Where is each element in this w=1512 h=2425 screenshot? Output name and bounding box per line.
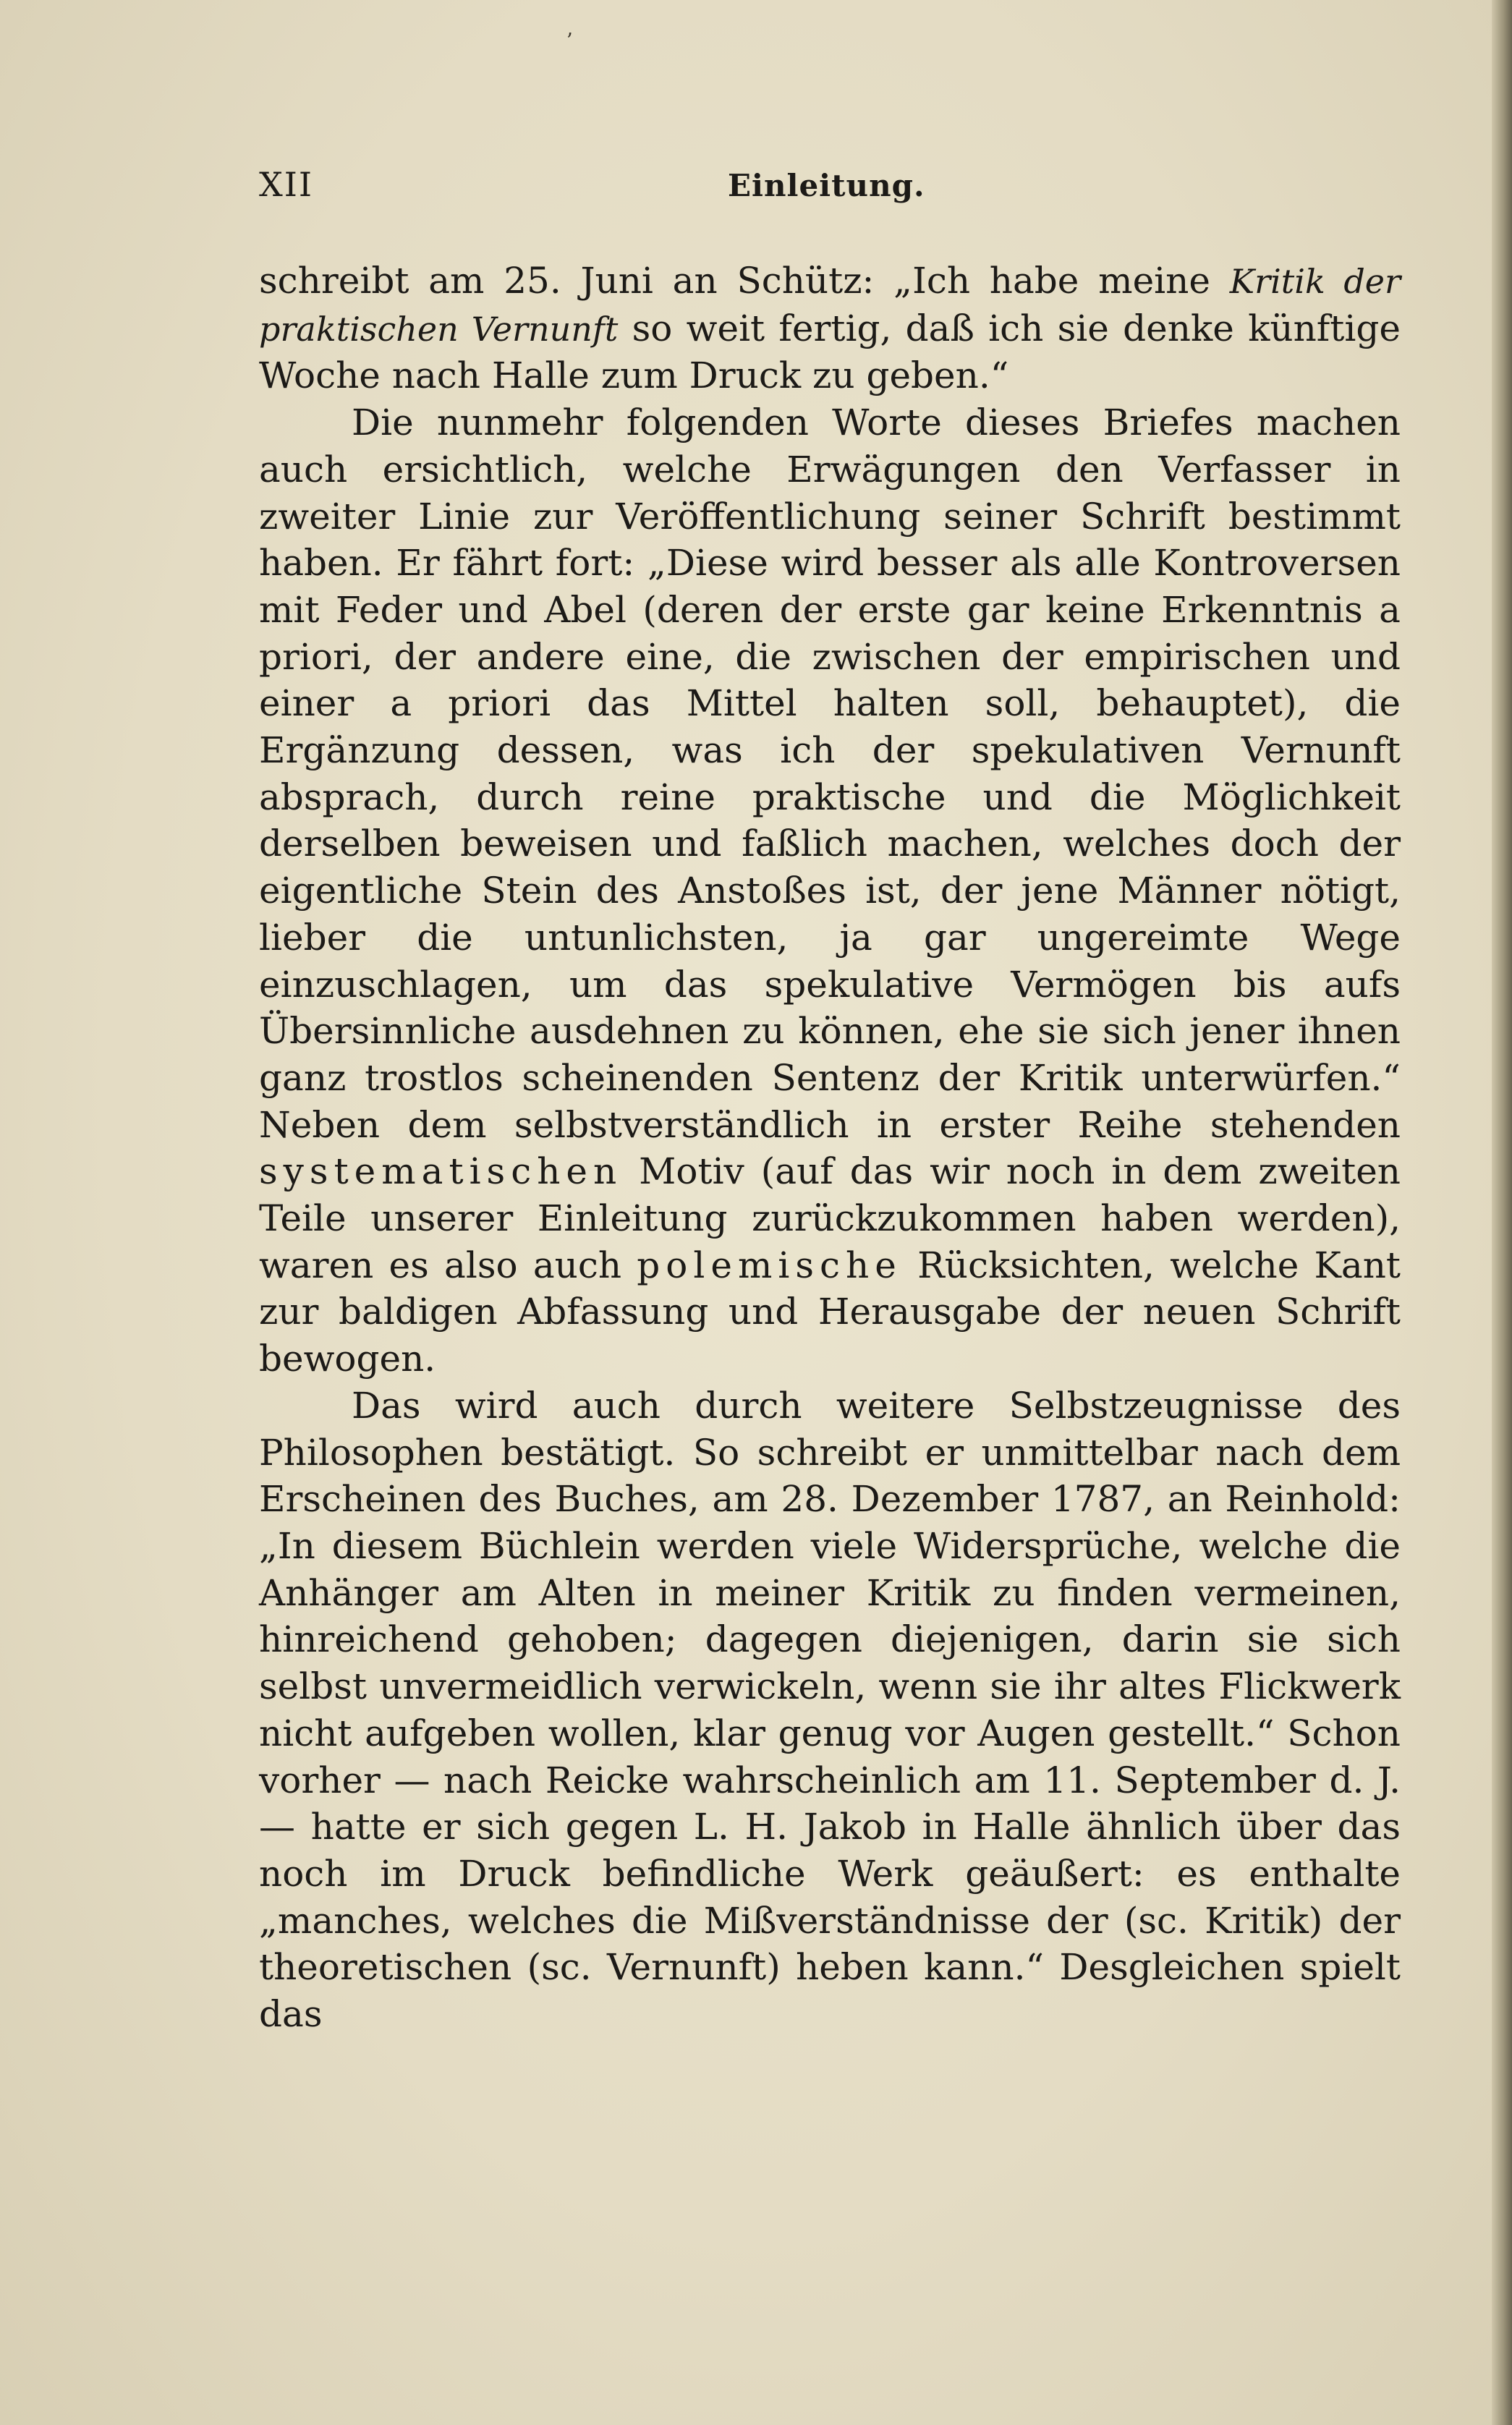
- page-header: [259, 165, 1401, 216]
- body-text: [259, 258, 1401, 2038]
- p1-text-1: schreibt am 25. Juni an Schütz: „Ich habe meine: [259, 260, 1230, 302]
- p2-text-1: Die nunmehr folgenden Worte dieses Briefes machen auch ersichtlich, welche Erwägungen den Verfasser in zweiter Linie zur Veröffentlichung seiner Schrift bestimmt haben. Er fährt fort: „Diese wird besser als alle Kontroversen mit Feder und Abel (deren der erste gar keine Erkenntnis a priori, der andere eine, die zwischen der empirischen und einer a priori das Mittel halten soll, behauptet), die Ergänzung dessen, was ich der spekulativen Vernunft absprach, durch reine praktische und die Möglichkeit derselben beweisen und faßlich machen, welches doch der eigentliche Stein des Anstoßes ist, der jene Männer nötigt, lieber die untunlichsten, ja gar ungereimte Wege einzuschlagen, um das spekulative Vermögen bis aufs Übersinnliche ausdehnen zu können, ehe sie sich jener ihnen ganz trostlos scheinenden Sentenz der Kritik unterwürfen.“ Neben dem selbstverständlich in erster Reihe stehenden: [259, 402, 1401, 1146]
- paragraph-3: [259, 1383, 1401, 2038]
- book-title-italic: Kritik der praktischen Vernunft: [259, 262, 1401, 349]
- page-edge-shadow: [1492, 0, 1512, 2425]
- page-number: XII: [259, 165, 314, 204]
- spaced-emphasis-systematischen: systematischen: [259, 1150, 623, 1193]
- p2-text-3: Rücksichten, welche Kant zur baldigen Abfassung und Herausgabe der neuen Schrift bewogen.: [259, 1244, 1401, 1380]
- p3-text-1: Das wird auch durch weitere Selbstzeugnisse des Philosophen bestätigt. So schreibt er unmittelbar nach dem Erscheinen des Buches, am 28. Dezember 1787, an Reinhold: „In diesem Büchlein werden viele Widersprüche, welche die Anhänger am Alten in meiner Kritik zu finden vermeinen, hinreichend gehoben; dagegen diejenigen, darin sie sich selbst unvermeidlich verwickeln, wenn sie ihr altes Flickwerk nicht aufgeben wollen, klar genug vor Augen gestellt.“ Schon vorher — nach Reicke wahrscheinlich am 11. September d. J. — hatte er sich gegen L. H. Jakob in Halle ähnlich über das noch im Druck befindliche Werk geäußert: es enthalte „manches, welches die Mißverständnisse der (sc. Kritik) der theoretischen (sc. Vernunft) heben kann.“ Desgleichen spielt das: [259, 1384, 1401, 2036]
- running-title: Einleitung.: [728, 168, 925, 203]
- paragraph-1: [259, 258, 1401, 399]
- p1-text-2: so weit fertig, daß ich sie denke künftige Woche nach Halle zum Druck zu geben.“: [259, 307, 1401, 397]
- spaced-emphasis-polemische: polemische: [637, 1244, 902, 1286]
- p2-text-2: Motiv (auf das wir noch in dem zweiten Teile unserer Einleitung zurückzukommen haben werden), waren es also auch: [259, 1150, 1401, 1286]
- paragraph-2: [259, 399, 1401, 1383]
- print-speck-mark: ʼ: [566, 29, 572, 53]
